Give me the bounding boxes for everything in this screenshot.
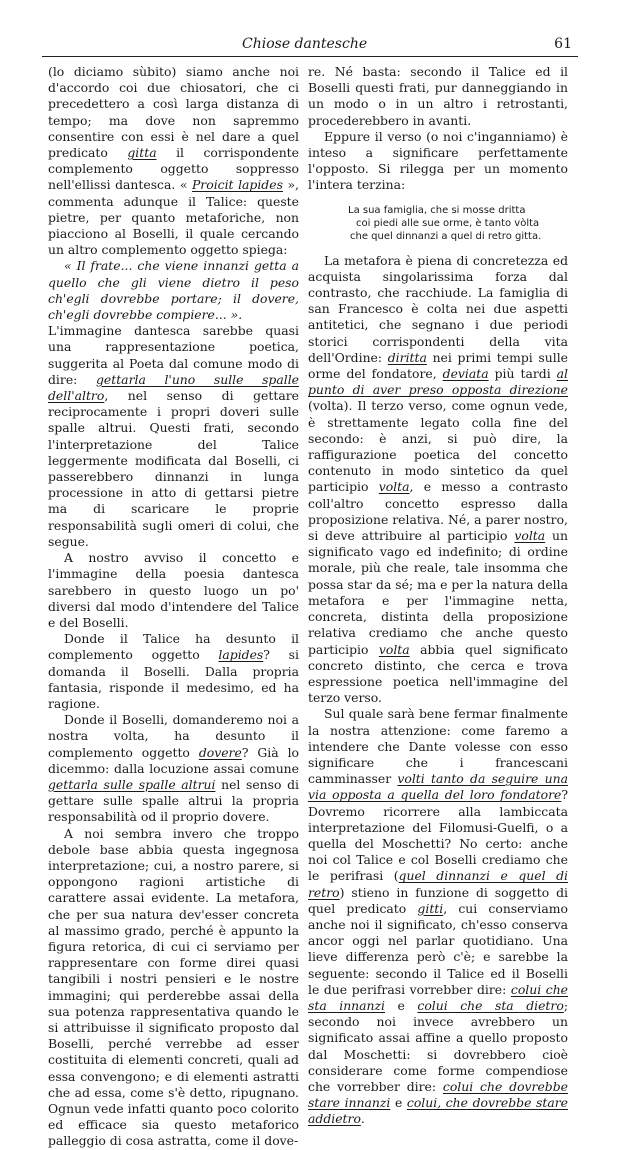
paragraph: Donde il Boselli, domanderemo noi a nostra volta, ha desunto il complemento oggetto dovere? Già lo dicemmo: dalla locuzione assai comune gettarla sulle spalle altrui nel senso di gettare sulle spalle altrui la propria responsabilità od il proprio dovere.	[48, 712, 299, 825]
quotation: « Il frate... che viene innanzi getta a quello che gli viene dietro il peso ch'egli dovrebbe portare; il dovere, ch'egli dovrebbe compiere... ».	[48, 258, 299, 323]
paragraph: A nostro avviso il concetto e l'immagine della poesia dantesca sarebbero in questo luogo un po' diversi dal modo d'intendere del Talice e del Boselli.	[48, 550, 299, 630]
paragraph: A noi sembra invero che troppo debole base abbia questa ingegnosa interpretazione; cui, a nostro parere, si oppongono ragioni artistiche di carattere assai evidente. La metafora, che per sua natura dev'esser concreta al massimo grado, perché è appunto la figura retorica, di cui ci serviamo per rappresentare con forme direi quasi tangibili i nostri pensieri e le nostre immagini; qui perderebbe assai della sua potenza rappresentativa quando le si attribuisse il significato proposto dal Boselli, perché verrebbe ad esser costituita di elementi concreti, quali ad essa convengono; e di elementi astratti che ad essa, come s'è detto, ripugnano. Ognun vede infatti quanto poco colorito ed efficace sia questo metaforico palleggio di cosa astratta, come il dove-	[48, 825, 299, 1149]
running-title: Chiose dantesche	[242, 36, 368, 52]
verse-line: che quel dinnanzi a quel di retro gitta.	[350, 230, 542, 242]
paragraph: Donde il Talice ha desunto il complemento oggetto lapides? si domanda il Boselli. Dalla propria fantasia, risponde il medesimo, ed ha ragione.	[48, 631, 299, 711]
right-column	[308, 64, 568, 1128]
left-column	[48, 64, 299, 1150]
verse-line: coi piedi alle sue orme, è tanto vòlta	[356, 217, 540, 229]
paragraph: re. Né basta: secondo il Talice ed il Boselli questi frati, pur danneggiando in un modo o in un altro i retrostanti, procederebbero in avanti.	[308, 64, 568, 128]
page-number: 61	[554, 36, 572, 52]
verse-line: La sua famiglia, che si mosse dritta	[348, 204, 526, 216]
paragraph: La metafora è piena di concretezza ed acquista singolarissima forza dal contrasto, che racchiude. La famiglia di san Francesco è colta nei due aspetti antitetici, che segnano i due periodi storici corrispondenti della vita dell'Ordine: diritta nei primi tempi sulle orme del fondatore, deviata più tardi al punto di aver preso opposta direzione (volta). Il terzo verso, come ognun vede, è strettamente legato colla fine del secondo: è anzi, si può dire, la raffigurazione poetica del concetto contenuto in modo sintetico da quel participio volta, e messo a contrasto coll'altro concetto espresso dalla proposizione relativa. Né, a parer nostro, si deve attribuire al participio volta un significato vago ed indefinito; di ordine morale, più che reale, tale insomma che possa star da sé; ma e per la natura della metafora e per l'immagine netta, concreta, distinta della proposizione relativa crediamo che anche questo participio volta abbia quel significato concreto distinto, che cerca e trova espressione poetica nell'immagine del terzo verso.	[308, 252, 568, 706]
paragraph: L'immagine dantesca sarebbe quasi una rappresentazione poetica, suggerita al Poeta dal comune modo di dire: gettarla l'uno sulle spalle dell'altro, nel senso di gettare reciprocamente i propri doveri sulle spalle altrui. Questi frati, secondo l'interpretazione del Talice leggermente modificata dal Boselli, ci passerebbero dinnanzi in lunga processione in atto di gettarsi pietre ma di scaricare le proprie responsabilità sugli omeri di colui, che segue.	[48, 323, 300, 549]
page-header	[42, 30, 578, 57]
paragraph: Eppure il verso (o noi c'inganniamo) è inteso a significare perfettamente l'opposto. Si rilegga per un momento l'intera terzina:	[308, 128, 568, 193]
paragraph: (lo diciamo sùbito) siamo anche noi d'accordo coi due chiosatori, che ci precedettero a così larga distanza di tempo; ma dove non sapremmo consentire con essi è nel dare a quel predicato gitta il corrispondente complemento oggetto soppresso nell'ellissi dantesca. « Proicit lapides », commenta adunque il Talice: queste pietre, per quanto metaforiche, non piacciono al Boselli, il quale cercando un altro complemento oggetto spiega:	[48, 64, 299, 258]
verse-quotation	[348, 204, 568, 243]
paragraph: Sul quale sarà bene fermar finalmente la nostra attenzione: come faremo a intendere che Dante volesse con esso significare che i francescani camminasser volti tanto da seguire una via opposta a quella del loro fondatore? Dovremo ricorrere alla lambiccata interpretazione del Filomusi-Guelfi, o a quella del Moschetti? No certo: anche noi col Talice e col Boselli crediamo che le perifrasi (quel dinnanzi e quel di retro) stieno in funzione di soggetto di quel predicato gitti, cui conserviamo anche noi il significato, ch'esso conserva ancor oggi nel parlar quotidiano. Una lieve differenza però c'è; e sarebbe la seguente: secondo il Talice ed il Boselli le due perifrasi vorrebber dire: colui che sta innanzi e colui che sta dietro; secondo noi invece avrebbero un significato assai affine a quello proposto dal Moschetti: si dovrebbero cioè considerare come forme compendiose che vorrebber dire: colui che dovrebbe stare innanzi e colui, che dovrebbe stare addietro.	[308, 706, 569, 1127]
